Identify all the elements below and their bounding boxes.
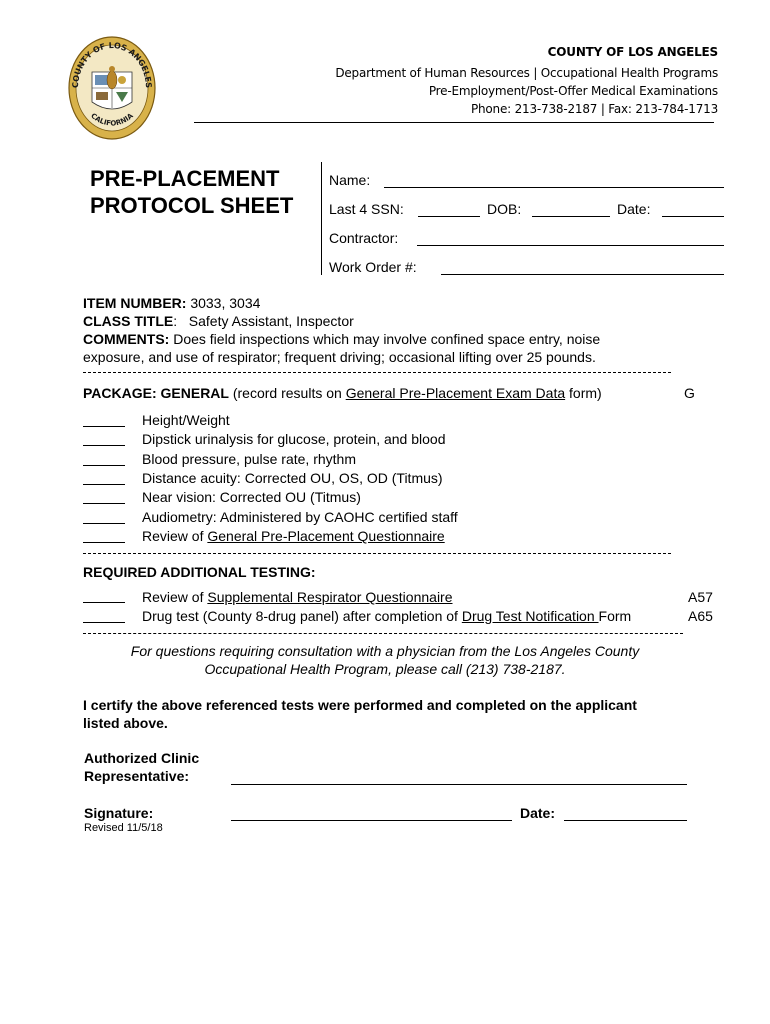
page-title-line2: PROTOCOL SHEET (90, 193, 294, 218)
signoff-date-label: Date: (520, 805, 556, 821)
ssn-field[interactable] (418, 216, 480, 217)
consult-line2: Occupational Health Program, please call (213) 738-2187. (204, 661, 566, 677)
additional-item (142, 589, 453, 606)
work-order-field[interactable] (441, 274, 724, 275)
checkbox-blank[interactable] (83, 426, 125, 427)
header-contact: Phone: 213-738-2187 | Fax: 213-784-1713 (470, 102, 718, 116)
page-title-line1: PRE-PLACEMENT (90, 166, 280, 191)
checkbox-blank[interactable] (83, 503, 125, 504)
header-rule (194, 122, 714, 123)
exam-data-form-link[interactable]: General Pre-Placement Exam Data (345, 385, 566, 401)
checkbox-blank[interactable] (83, 542, 125, 543)
signature-field[interactable] (231, 820, 512, 821)
additional-code: A57 (688, 589, 713, 605)
package-note-post: form) (565, 385, 602, 401)
contractor-field[interactable] (417, 245, 724, 246)
item-number-value: 3033, 3034 (190, 295, 261, 311)
contractor-label: Contractor: (329, 230, 399, 246)
package-item: Height/Weight (142, 412, 230, 428)
representative-field[interactable] (231, 784, 687, 785)
comments-text-1: Does field inspections which may involve confined space entry, noise (173, 331, 601, 347)
class-title (83, 313, 354, 330)
header-department: Department of Human Resources | Occupational Health Programs (335, 66, 718, 80)
respirator-questionnaire-link[interactable]: Supplemental Respirator Questionnaire (207, 589, 453, 605)
ssn-label: Last 4 SSN: (329, 201, 404, 217)
package-heading (83, 385, 602, 402)
package-item: Dipstick urinalysis for glucose, protein, and blood (142, 431, 446, 447)
work-order-label: Work Order #: (329, 259, 417, 275)
checkbox-blank[interactable] (83, 465, 125, 466)
consult-line1: For questions requiring consultation with a physician from the Los Angeles County (130, 643, 640, 659)
comments-line1 (83, 331, 671, 348)
name-field[interactable] (384, 187, 724, 188)
comments-line2: exposure, and use of respirator; frequent driving; occasional lifting over 25 pounds. (83, 349, 596, 365)
additional-item2-post: Form (598, 608, 632, 624)
divider-1 (83, 372, 671, 373)
package-item: Audiometry: Administered by CAOHC certified staff (142, 509, 458, 525)
package-item: Blood pressure, pulse rate, rhythm (142, 451, 356, 467)
drug-test-notification-link[interactable]: Drug Test Notification (461, 608, 599, 624)
class-title-label: CLASS TITLE (83, 313, 174, 329)
checkbox-blank[interactable] (83, 622, 125, 623)
additional-item1-pre: Review of (142, 589, 208, 605)
county-seal-logo (68, 36, 156, 140)
seal-bottom-text: CALIFORNIA (89, 111, 135, 128)
revised-date: Revised 11/5/18 (84, 822, 163, 834)
package-item: Distance acuity: Corrected OU, OS, OD (Titmus) (142, 470, 443, 486)
checkbox-blank[interactable] (83, 445, 125, 446)
divider-3 (83, 633, 683, 634)
additional-item (142, 608, 631, 625)
name-label: Name: (329, 172, 371, 188)
package-item: Near vision: Corrected OU (Titmus) (142, 489, 361, 505)
package-label: PACKAGE: GENERAL (83, 385, 229, 401)
checkbox-blank[interactable] (83, 523, 125, 524)
item-number-label: ITEM NUMBER: (83, 295, 187, 311)
checkbox-blank[interactable] (83, 602, 125, 603)
rep-label-line1: Authorized Clinic (84, 750, 200, 766)
package-code: G (684, 385, 695, 401)
seal-top-text: COUNTY OF LOS ANGELES (70, 40, 154, 89)
certify-line1: I certify the above referenced tests were performed and completed on the applicant (83, 697, 637, 713)
package-item (142, 528, 445, 545)
rep-label-line2: Representative: (84, 768, 190, 784)
additional-heading: REQUIRED ADDITIONAL TESTING: (83, 564, 316, 580)
divider-2 (83, 553, 671, 554)
class-title-colon: : (173, 313, 178, 329)
header-subtitle: Pre-Employment/Post-Offer Medical Examinations (428, 84, 718, 98)
dob-field[interactable] (532, 216, 610, 217)
dob-label: DOB: (487, 201, 522, 217)
checkbox-blank[interactable] (83, 484, 125, 485)
header-org: COUNTY OF LOS ANGELES (547, 45, 718, 59)
signature-label: Signature: (84, 805, 154, 821)
questionnaire-link[interactable]: General Pre-Placement Questionnaire (207, 528, 445, 544)
signoff-date-field[interactable] (564, 820, 687, 821)
class-title-value: Safety Assistant, Inspector (188, 313, 354, 329)
package-last-pre: Review of (142, 528, 208, 544)
date-label: Date: (617, 201, 651, 217)
package-note-pre: (record results on (232, 385, 346, 401)
field-divider (321, 162, 322, 275)
certify-line2: listed above. (83, 715, 168, 731)
date-field[interactable] (662, 216, 724, 217)
item-number (83, 295, 260, 312)
comments-label: COMMENTS: (83, 331, 170, 347)
additional-code: A65 (688, 608, 713, 624)
additional-item2-pre: Drug test (County 8-drug panel) after completion of (142, 608, 462, 624)
